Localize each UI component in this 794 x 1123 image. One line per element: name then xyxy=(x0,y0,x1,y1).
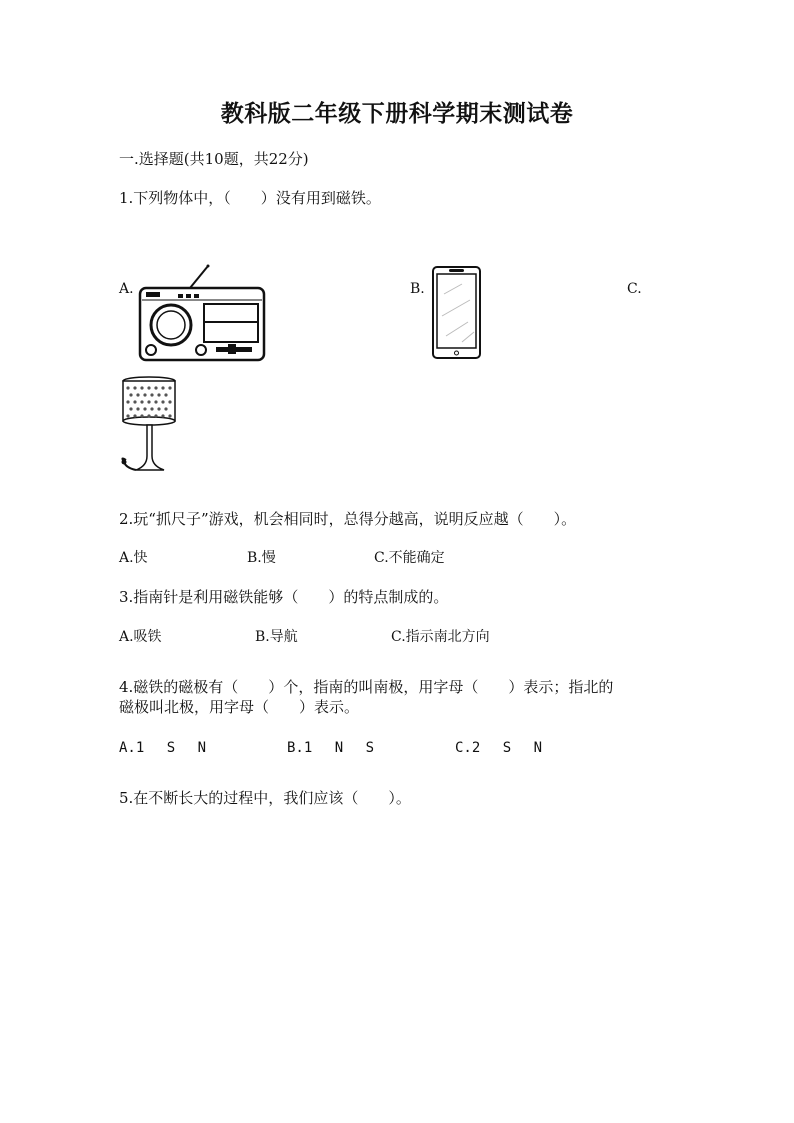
question-1-text: 1.下列物体中，（ ）没有用到磁铁。 xyxy=(119,189,381,207)
question-5-text: 5.在不断长大的过程中，我们应该（ ）。 xyxy=(119,789,411,807)
question-1-option-c: C. xyxy=(627,281,642,297)
lamp-icon xyxy=(116,376,182,476)
section-heading: 一.选择题(共10题，共22分) xyxy=(119,150,309,168)
question-2-option-b: B.慢 xyxy=(247,550,276,566)
question-4-option-b: B.1 N S xyxy=(287,740,375,756)
phone-icon xyxy=(432,266,482,360)
question-3-option-a: A.吸铁 xyxy=(119,629,162,645)
question-2-option-a: A.快 xyxy=(119,550,148,566)
question-3-text: 3.指南针是利用磁铁能够（ ）的特点制成的。 xyxy=(119,588,449,606)
question-4-text-line2: 磁极叫北极，用字母（ ）表示。 xyxy=(119,698,360,716)
question-1-option-b: B. xyxy=(410,281,425,297)
question-4-option-a: A.1 S N xyxy=(119,740,207,756)
question-2-option-c: C.不能确定 xyxy=(374,550,445,566)
question-3-option-b: B.导航 xyxy=(255,629,298,645)
page-title: 教科版二年级下册科学期末测试卷 xyxy=(220,100,574,127)
question-2-text: 2.玩“抓尺子”游戏，机会相同时，总得分越高，说明反应越（ ）。 xyxy=(119,510,577,528)
question-4-text-line1: 4.磁铁的磁极有（ ）个，指南的叫南极，用字母（ ）表示；指北的 xyxy=(119,678,614,696)
radio-icon xyxy=(138,264,266,362)
question-1-option-a: A. xyxy=(119,281,134,297)
question-4-option-c: C.2 S N xyxy=(455,740,543,756)
question-3-option-c: C.指示南北方向 xyxy=(391,629,490,645)
